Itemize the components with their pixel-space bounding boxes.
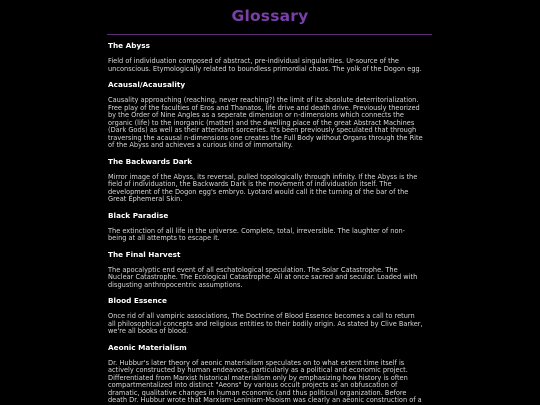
glossary-term: Blood Essence xyxy=(108,296,167,305)
glossary-definition: The apocalyptic end event of all eschatological speculation. The Solar Catastrophe. The Nuclear Catastrophe. The Ecological Catastrophe. All at once sacred and secular. Loaded with disgusting anthropocentric assumptions. xyxy=(108,265,418,289)
glossary-entry xyxy=(108,297,433,336)
glossary-term: Aeonic Materialism xyxy=(108,342,187,352)
glossary-definition: Causality approaching (reaching, never reaching?) the limit of its absolute deterritorialization. Free play of the faculties of Eros and Thanatos, life drive and death drive. Previously theorized by the Order of Nine Angles as a seperate dimension or n-dimensions which connects the organic (life) to the inorganic (matter) and the dwelling place of the great Abstract Machines (Dark Gods) as well as their attendant sorceries. It's been previously speculated that through traversing the acausal n-dimensions one creates the Full Body without Organs through the Rite of the Abyss and achieves a curious kind of immortality. xyxy=(108,96,423,149)
glossary-term: The Final Harvest xyxy=(108,249,181,259)
glossary-definition: Once rid of all vampiric associations, The Doctrine of Blood Essence becomes a call to return all philosophical concepts and religious entities to their bodily origin. As stated by Clive Barker, we're all books of blood. xyxy=(108,312,423,335)
glossary-term: Acausal/Acausality xyxy=(108,80,186,89)
glossary-entry xyxy=(108,212,433,243)
glossary-definition: Dr. Hubbur's later theory of aeonic materialism speculates on to what extent time itself is actively constructed by human endeavors, particularly as a political and economic project. Differentiated from Marxist historical materialism only by emphasizing how history is often compartmentalized into distinct "Aeons" by various occult projects as an obfuscation of dramatic, qualitative changes in human economic (and thus political) organization. Before death Dr. Hubbur wrote that Marxism-Leninism-Maoism was clearly an aeonic construction of a xyxy=(108,358,422,404)
glossary-list xyxy=(108,42,433,405)
title-divider xyxy=(107,34,432,35)
glossary-entry xyxy=(108,344,433,405)
glossary-term: The Abyss xyxy=(108,41,150,50)
glossary-entry xyxy=(108,158,433,204)
page-title: Glossary xyxy=(231,7,309,25)
glossary-entry xyxy=(108,251,433,290)
glossary-entry xyxy=(108,81,433,150)
glossary-definition: Mirror image of the Abyss, its reversal, pulled topologically through infinity. If the Abyss is the field of individuation, the Backwards Dark is the movement of individuation itself. The development of the Dogon egg's embryo. Lyotard would call it the turning of the bar of the Great Ephemeral Skin. xyxy=(108,172,418,203)
glossary-entry xyxy=(108,42,433,73)
glossary-term: The Backwards Dark xyxy=(108,156,193,166)
glossary-term: Black Paradise xyxy=(108,210,169,220)
glossary-definition: The extinction of all life in the universe. Complete, total, irreversible. The laughter of non- being at all attempts to escape it. xyxy=(108,226,406,242)
glossary-definition: Field of individuation composed of abstract, pre-individual singularities. Ur-source of the unconscious. Etymologically related to boundless primordial chaos. The yolk of the Dogon egg. xyxy=(108,57,422,73)
